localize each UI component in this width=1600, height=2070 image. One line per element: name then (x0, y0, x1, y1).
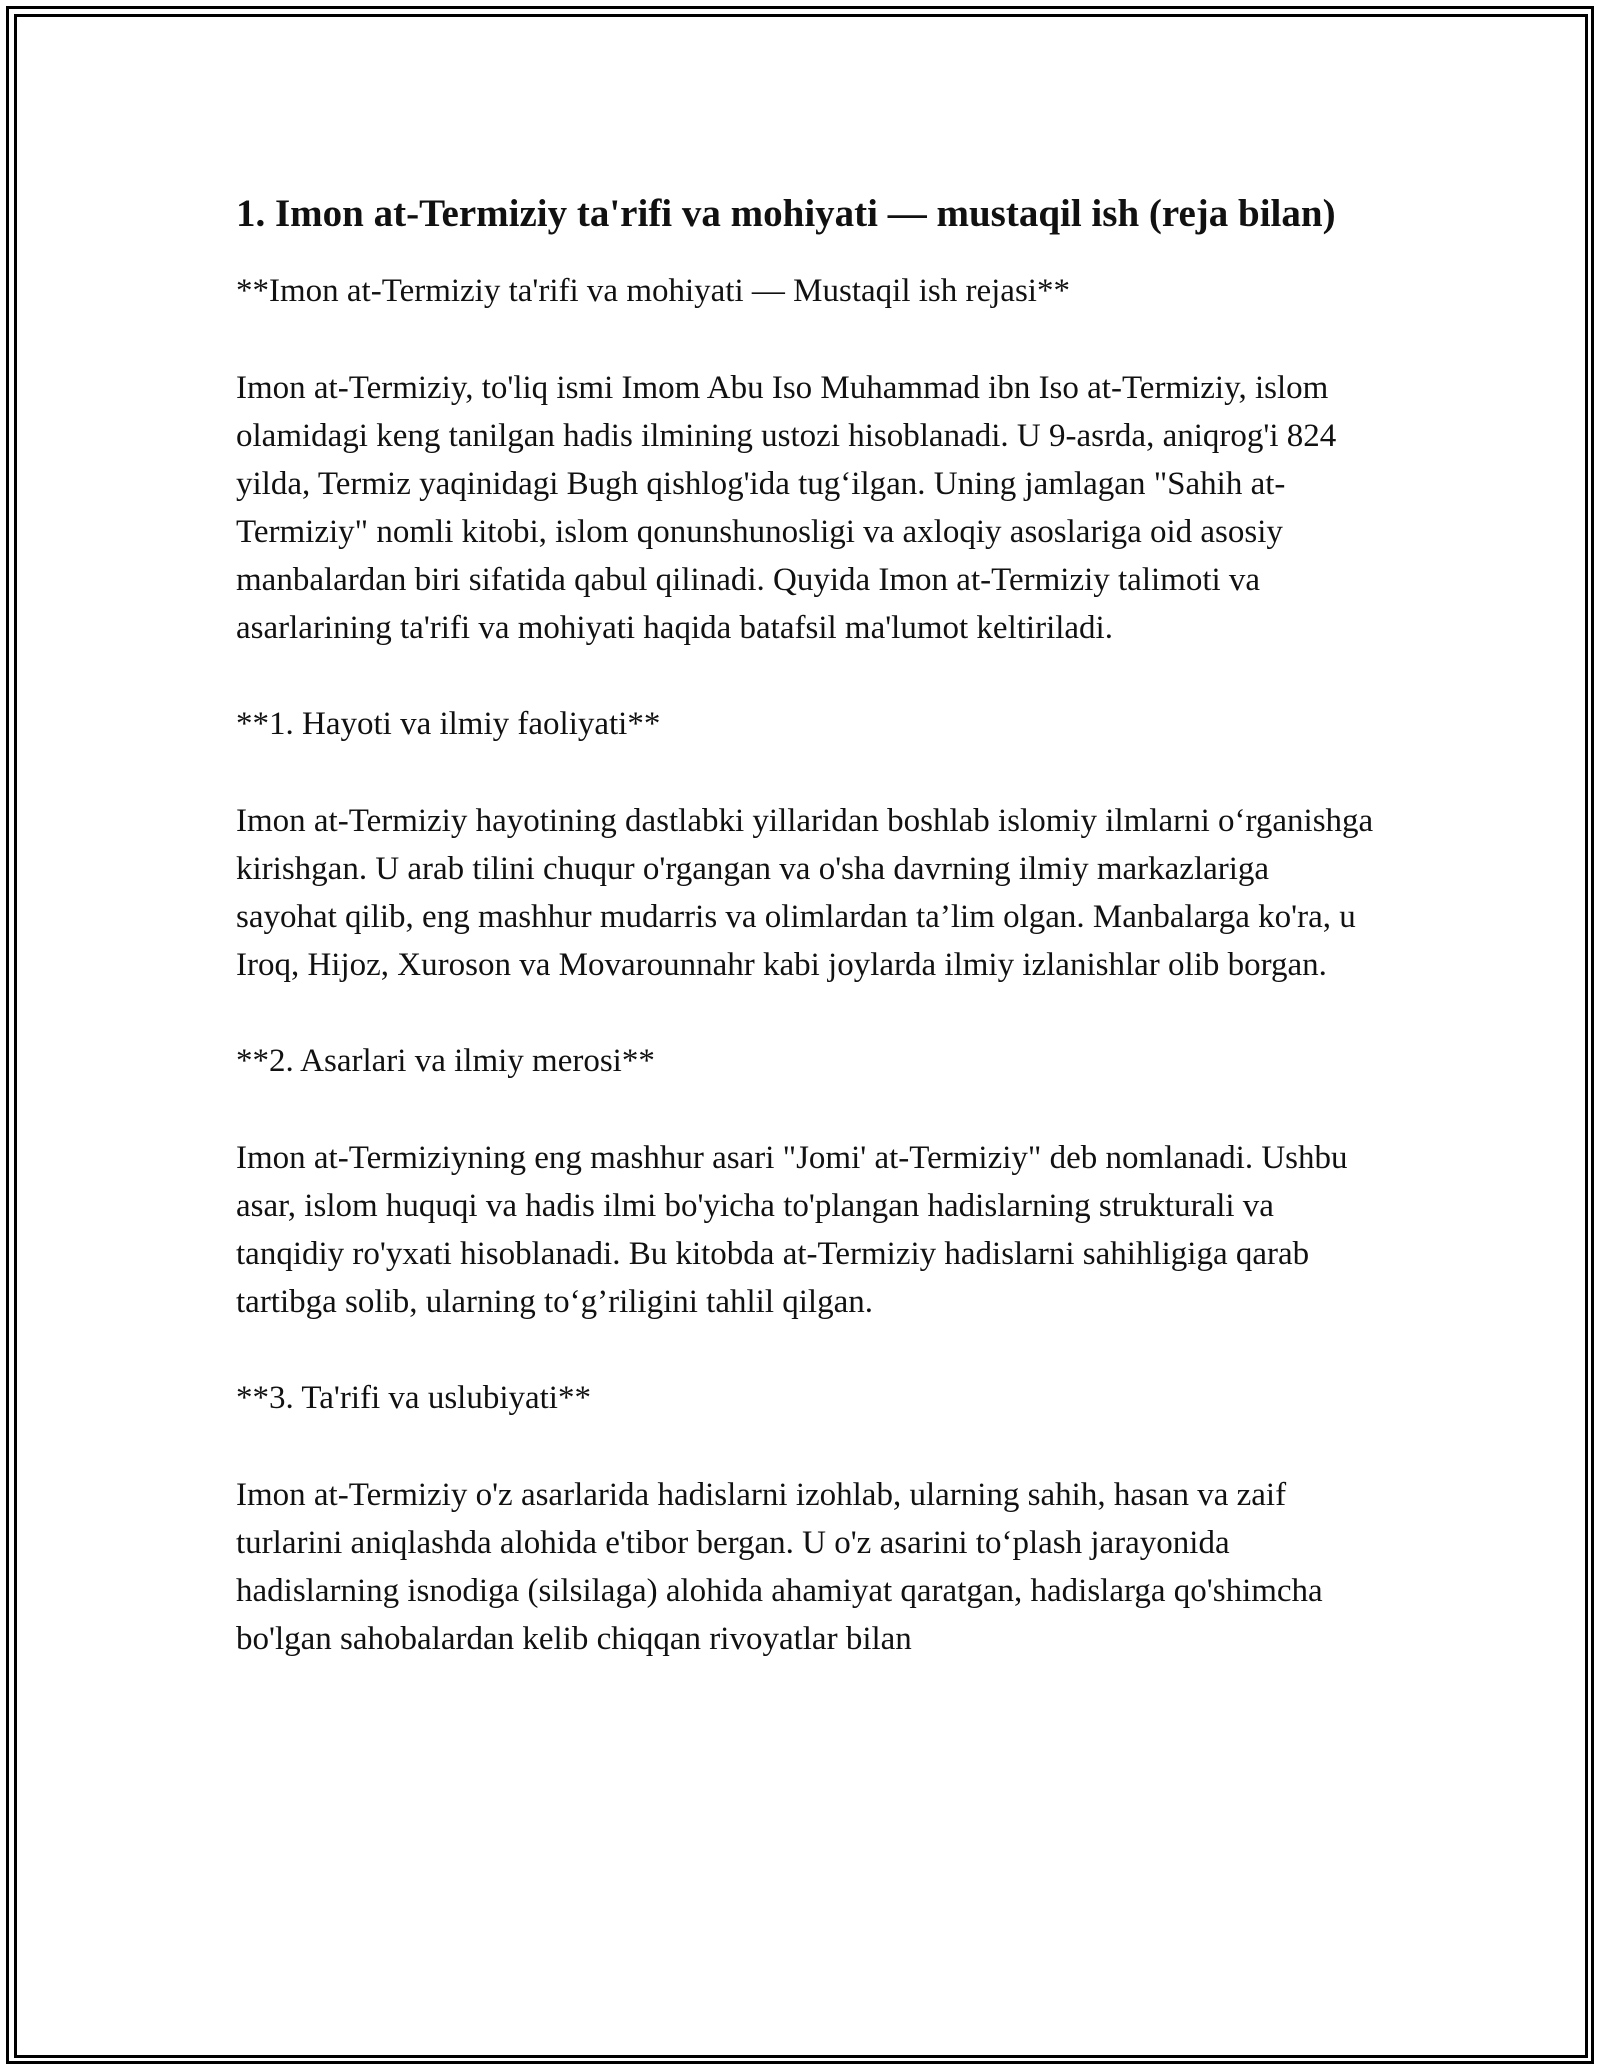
document-title: 1. Imon at-Termiziy ta'rifi va mohiyati — mustaqil ish (reja bilan) (236, 192, 1336, 235)
section-body-method: Imon at-Termiziy o'z asarlarida hadislarni izohlab, ularning sahih, hasan va zaif turlarini aniqlashda alohida e'tibor bergan. U o'z asarini to‘plash jarayonida hadislarning isnodiga (silsilaga) alohida ahamiyat qaratgan, hadislarga qo'shimcha bo'lgan sahobalardan kelib chiqqan rivoyatlar bilan (236, 1477, 1323, 1657)
section-body-works: Imon at-Termiziyning eng mashhur asari "Jomi' at-Termiziy" deb nomlanadi. Ushbu asar, islom huquqi va hadis ilmi bo'yicha to'plangan hadislarning strukturali va tanqidiy ro'yxati hisoblanadi. Bu kitobda at-Termiziy hadislarni sahihligiga qarab tartibga solib, ularning to‘g’riligini tahlil qilgan. (236, 1140, 1348, 1320)
section-heading-life: **1. Hayoti va ilmiy faoliyati** (236, 706, 661, 742)
document-body (236, 186, 1376, 1711)
plan-subtitle: **Imon at-Termiziy ta'rifi va mohiyati — Mustaqil ish rejasi** (236, 273, 1070, 309)
section-heading-works: **2. Asarlari va ilmiy merosi** (236, 1043, 655, 1079)
intro-paragraph: Imon at-Termiziy, to'liq ismi Imom Abu Iso Muhammad ibn Iso at-Termiziy, islom olamidagi keng tanilgan hadis ilmining ustozi hisoblanadi. U 9-asrda, aniqrog'i 824 yilda, Termiz yaqinidagi Bugh qishlog'ida tug‘ilgan. Uning jamlagan "Sahih at-Termiziy" nomli kitobi, islom qonunshunosligi va axloqiy asoslariga oid asosiy manbalardan biri sifatida qabul qilinadi. Quyida Imon at-Termiziy talimoti va asarlarining ta'rifi va mohiyati haqida batafsil ma'lumot keltiriladi. (236, 370, 1337, 646)
section-body-life: Imon at-Termiziy hayotining dastlabki yillaridan boshlab islomiy ilmlarni o‘rganishga kirishgan. U arab tilini chuqur o'rgangan va o'sha davrning ilmiy markazlariga sayohat qilib, eng mashhur mudarris va olimlardan ta’lim olgan. Manbalarga ko'ra, u Iroq, Hijoz, Xuroson va Movarounnahr kabi joylarda ilmiy izlanishlar olib borgan. (236, 803, 1374, 983)
section-heading-method: **3. Ta'rifi va uslubiyati** (236, 1380, 591, 1416)
